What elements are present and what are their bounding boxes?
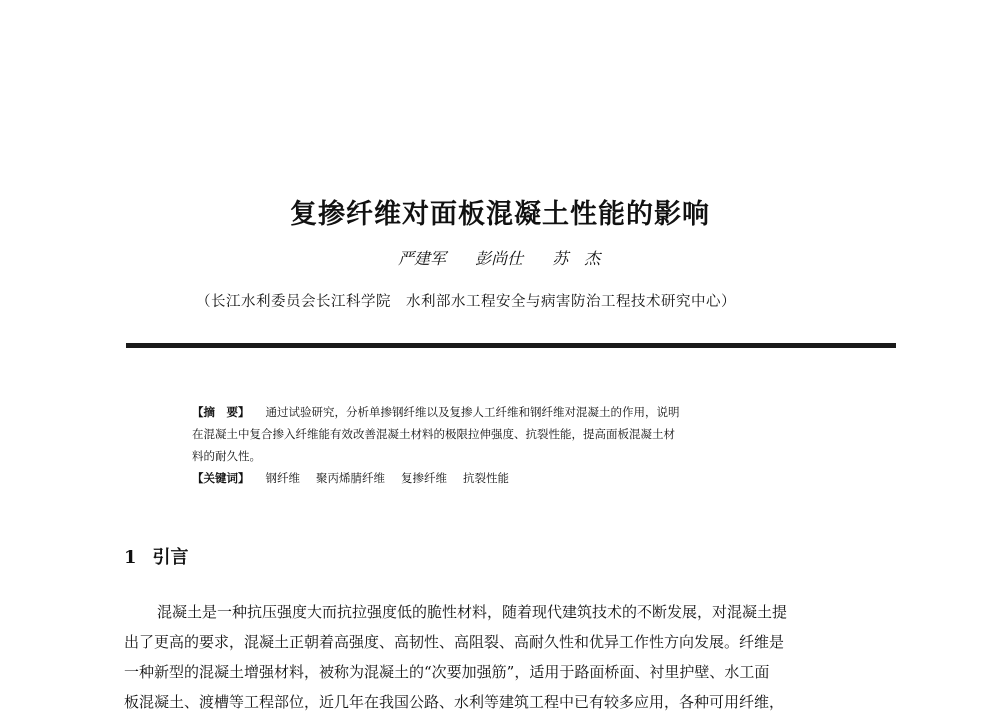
keyword: 复掺纤维: [401, 471, 447, 485]
keywords-line: [192, 467, 832, 489]
body-paragraph: [124, 597, 896, 717]
body-line: 出了更高的要求，混凝土正朝着高强度、高韧性、高阻裂、高耐久性和优异工作性方向发展。纤维是: [124, 633, 785, 651]
header-divider: [126, 343, 896, 348]
keywords-label: 【关键词】: [192, 471, 250, 485]
section-number: 1: [124, 547, 137, 568]
abstract-label: 【摘 要】: [192, 405, 250, 419]
body-line: 一种新型的混凝土增强材料，被称为混凝土的“次要加强筋”，适用于路面桥面、衬里护壁、水工面: [124, 663, 770, 681]
abstract-block: [192, 401, 832, 489]
section-heading: [124, 543, 189, 569]
body-line: 板混凝土、渡槽等工程部位，近几年在我国公路、水利等建筑工程中已有较多应用，各种可用纤维，: [124, 693, 785, 711]
paper-title: 复掺纤维对面板混凝土性能的影响: [290, 199, 710, 230]
author-list: [398, 246, 624, 269]
abstract-line: 在混凝土中复合掺入纤维能有效改善混凝土材料的极限拉伸强度、抗裂性能，提高面板混凝土材: [192, 427, 675, 441]
section-title: 引言: [152, 547, 189, 568]
author-name: 严建军: [398, 249, 447, 268]
author-name: 苏 杰: [552, 249, 601, 268]
body-line: 混凝土是一种抗压强度大而抗拉强度低的脆性材料，随着现代建筑技术的不断发展，对混凝土提: [157, 603, 788, 621]
author-affiliation: （长江水利委员会长江科学院 水利部水工程安全与病害防治工程技术研究中心）: [196, 294, 736, 310]
keyword: 聚丙烯腈纤维: [316, 471, 385, 485]
author-name: 彭尚仕: [475, 249, 524, 268]
abstract-text: 通过试验研究，分析单掺钢纤维以及复掺人工纤维和钢纤维对混凝土的作用，说明: [265, 405, 680, 419]
keyword: 钢纤维: [265, 471, 300, 485]
abstract-line: [192, 401, 832, 423]
keyword: 抗裂性能: [463, 471, 509, 485]
abstract-line: 料的耐久性。: [192, 449, 261, 463]
